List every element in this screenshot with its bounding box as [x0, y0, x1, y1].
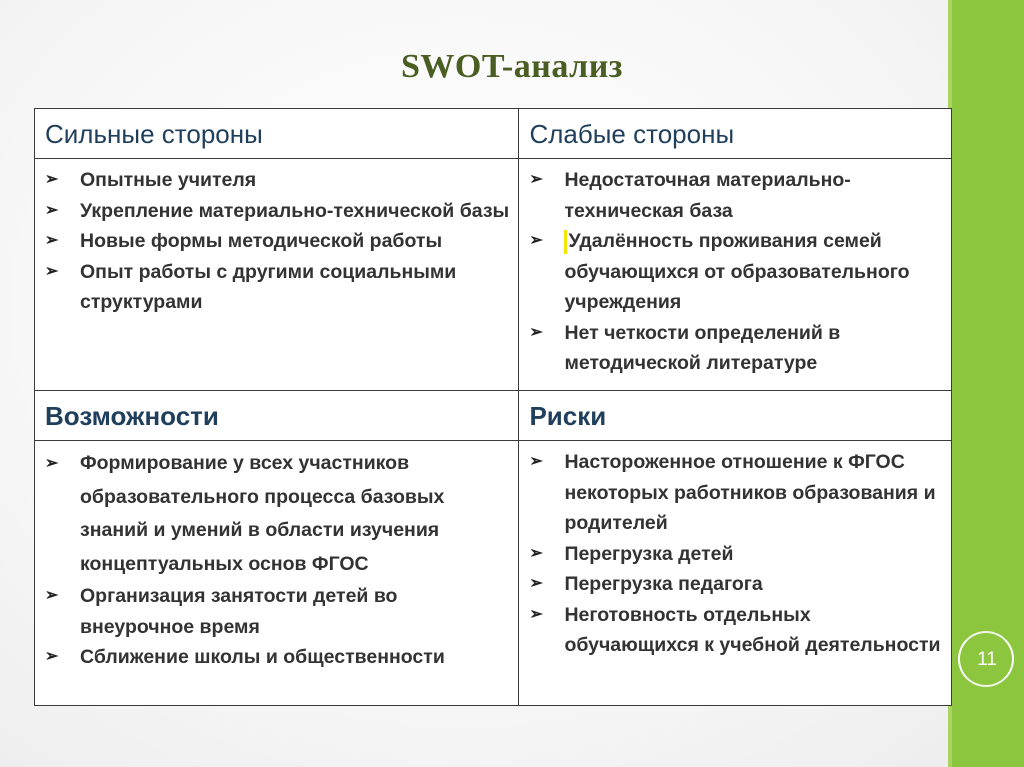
strengths-header-cell — [35, 109, 519, 159]
arrow-bullet-icon: ➢ — [529, 232, 543, 249]
arrow-bullet-icon: ➢ — [45, 232, 59, 249]
list-item: ➢ Перегрузка педагога — [527, 569, 943, 600]
weaknesses-header-cell — [519, 109, 952, 159]
text-cursor-highlight — [564, 230, 567, 254]
list-item: ➢ Настороженное отношение к ФГОС некоторых работников образования и родителей — [527, 447, 943, 539]
arrow-bullet-icon: ➢ — [45, 587, 59, 604]
strengths-list — [35, 159, 518, 318]
weaknesses-heading: Слабые стороны — [529, 119, 735, 149]
list-item: ➢ Формирование у всех участников образовательного процесса базовых знаний и умений в области изучения концептуальных основ ФГОС — [43, 447, 510, 581]
arrow-bullet-icon: ➢ — [45, 201, 59, 219]
threats-heading: Риски — [529, 401, 607, 431]
arrow-bullet-icon: ➢ — [45, 171, 59, 188]
arrow-bullet-icon: ➢ — [529, 544, 543, 562]
weaknesses-list — [519, 159, 951, 379]
list-item: ➢ Нет четкости определений в методической литературе — [527, 318, 943, 379]
threats-list — [519, 441, 951, 661]
list-item: ➢ Перегрузка детей — [527, 539, 943, 570]
opportunities-header-cell — [35, 391, 519, 441]
list-item: ➢ Недостаточная материально-техническая база — [527, 165, 943, 226]
strengths-cell — [35, 159, 519, 391]
arrow-bullet-icon: ➢ — [45, 455, 59, 472]
arrow-bullet-icon: ➢ — [45, 262, 59, 280]
opportunities-list — [35, 441, 518, 673]
list-item: ➢ Новые формы методической работы — [43, 226, 510, 257]
arrow-bullet-icon: ➢ — [529, 453, 543, 470]
arrow-bullet-icon: ➢ — [529, 171, 543, 188]
list-item: ➢ Неготовность отдельных обучающихся к учебной деятельности — [527, 600, 943, 661]
arrow-bullet-icon: ➢ — [529, 575, 543, 592]
opportunities-cell — [35, 441, 519, 706]
list-item: ➢ Опыт работы с другими социальными структурами — [43, 257, 510, 318]
threats-cell — [519, 441, 952, 706]
list-item: ➢ Укрепление материально-технической базы — [43, 196, 510, 227]
threats-header-cell — [519, 391, 952, 441]
arrow-bullet-icon: ➢ — [529, 605, 543, 623]
arrow-bullet-icon: ➢ — [45, 648, 59, 665]
weaknesses-cell — [519, 159, 952, 391]
strengths-heading: Сильные стороны — [45, 119, 263, 149]
list-item: ➢ Опытные учителя — [43, 165, 510, 196]
list-item: ➢ Удалённость проживания семей обучающихся от образовательного учреждения — [527, 226, 943, 318]
page-number: 11 — [977, 649, 997, 670]
list-item: ➢ Сближение школы и общественности — [43, 642, 510, 673]
opportunities-heading: Возможности — [45, 401, 219, 431]
arrow-bullet-icon: ➢ — [529, 323, 543, 341]
list-item: ➢ Организация занятости детей во внеурочное время — [43, 581, 510, 642]
slide-title: SWOT-анализ — [401, 48, 623, 85]
swot-table — [34, 108, 952, 706]
